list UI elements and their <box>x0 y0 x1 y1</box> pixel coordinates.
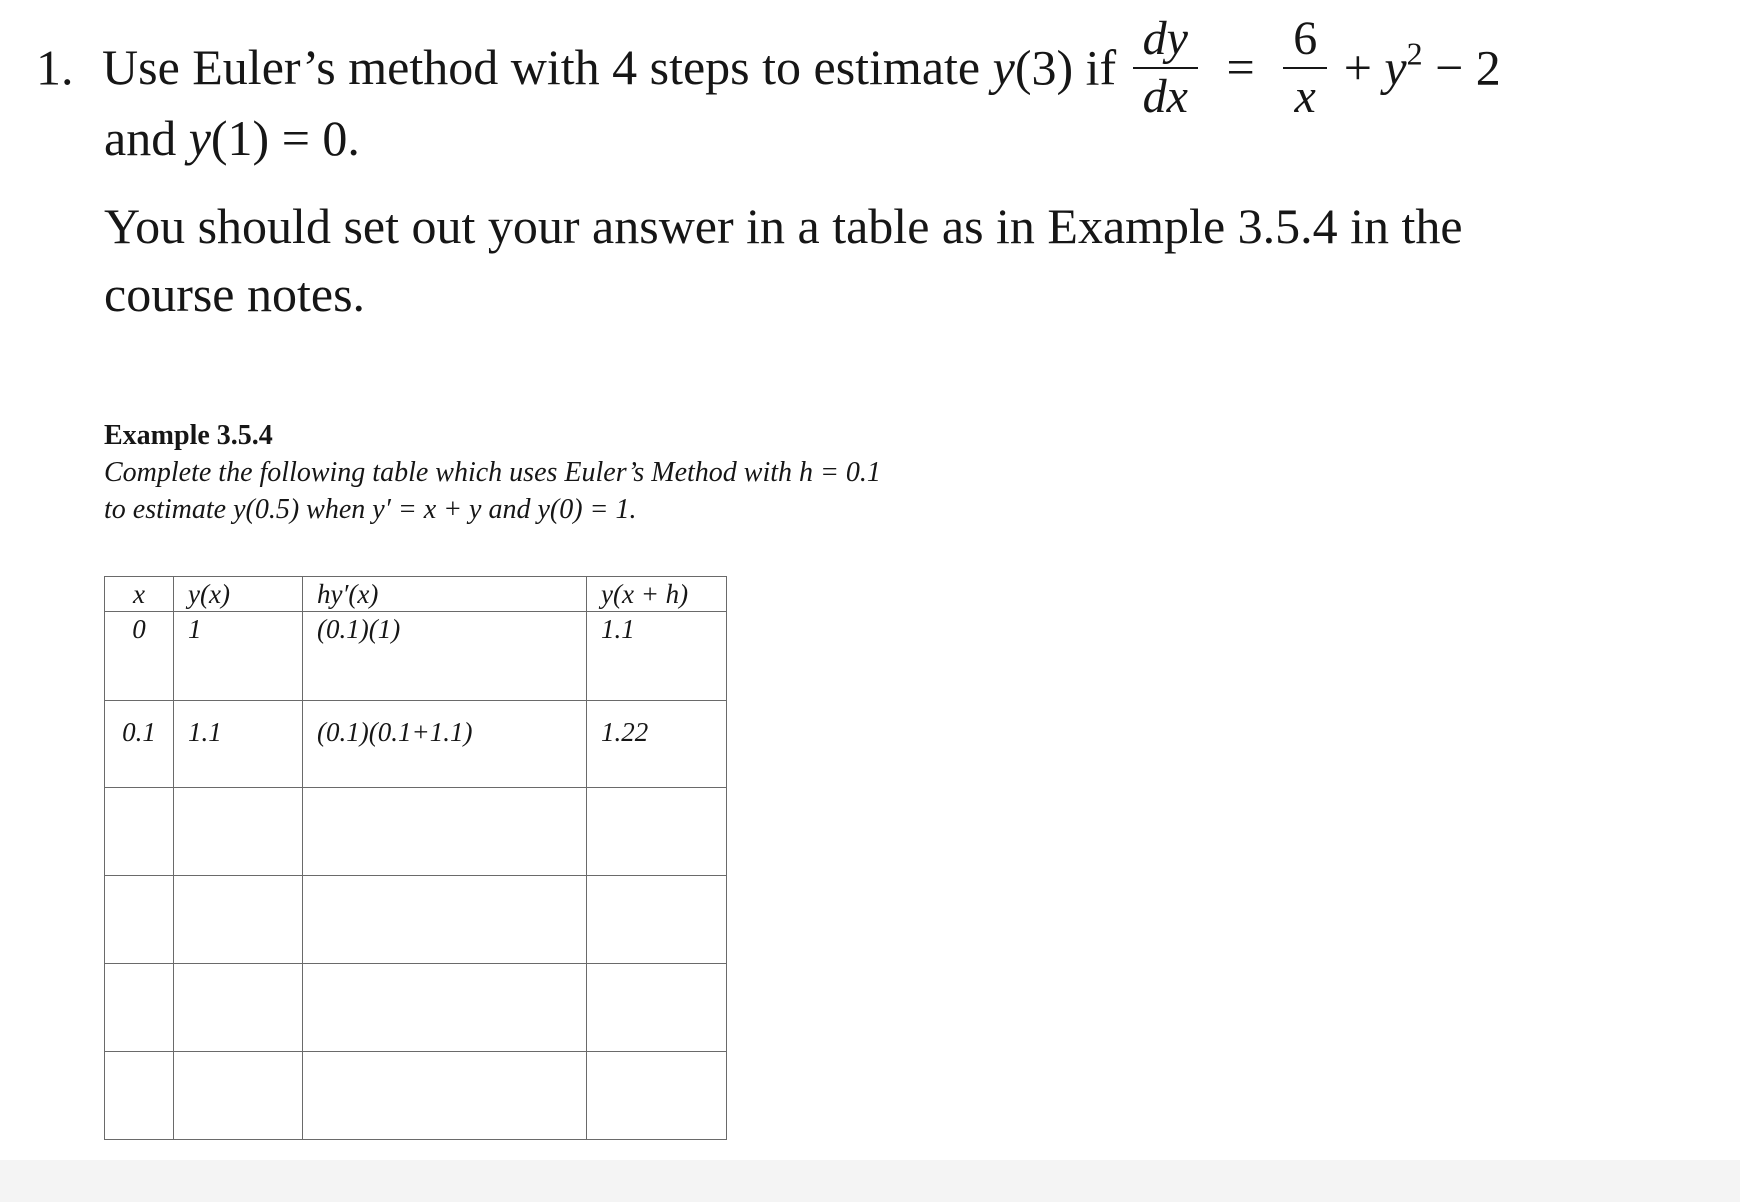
header-hy-prime: hy′(x) <box>303 577 587 612</box>
cell-y: 1.1 <box>174 701 303 788</box>
fraction-numerator: 6 <box>1283 11 1327 69</box>
empty-cell <box>105 876 174 964</box>
cell-y-next: 1.22 <box>587 701 727 788</box>
euler-table <box>104 576 727 1140</box>
empty-cell <box>105 788 174 876</box>
empty-cell <box>587 964 727 1052</box>
cell-y: 1 <box>174 612 303 701</box>
empty-cell <box>174 964 303 1052</box>
table-row-empty <box>105 964 727 1052</box>
question-line-4: course notes. <box>104 266 366 322</box>
example-line-2: to estimate y(0.5) when y′ = x + y and y(0) = 1. <box>104 494 637 525</box>
fraction-denominator: x <box>1294 70 1316 123</box>
equals-sign: = <box>1226 39 1255 96</box>
cell-hy-prime: (0.1)(0.1+1.1) <box>303 701 587 788</box>
page-bottom-band <box>0 1160 1740 1202</box>
question-and: and <box>104 110 189 166</box>
empty-cell <box>303 876 587 964</box>
example-title: Example 3.5.4 <box>104 420 273 451</box>
empty-cell <box>174 788 303 876</box>
table-row <box>105 612 727 701</box>
fraction-dy-dx <box>1133 11 1198 125</box>
table-row-empty <box>105 788 727 876</box>
empty-cell <box>303 1052 587 1140</box>
empty-cell <box>303 788 587 876</box>
question-number: 1. <box>36 39 74 96</box>
example-line-1: Complete the following table which uses Euler’s Method with h = 0.1 <box>104 457 881 488</box>
empty-cell <box>105 1052 174 1140</box>
empty-cell <box>587 788 727 876</box>
fraction-6-x <box>1283 11 1327 125</box>
table-row-empty <box>105 876 727 964</box>
question-line-2 <box>104 108 360 168</box>
cell-hy-prime: (0.1)(1) <box>303 612 587 701</box>
header-y: y(x) <box>174 577 303 612</box>
minus-two: − 2 <box>1435 39 1501 96</box>
cell-x: 0.1 <box>105 701 174 788</box>
math-y: y <box>992 39 1015 96</box>
header-y-next: y(x + h) <box>587 577 727 612</box>
plus-sign: + <box>1343 39 1372 96</box>
question-line-3: You should set out your answer in a table as in Example 3.5.4 in the <box>104 198 1463 254</box>
math-y: y <box>188 110 211 166</box>
cell-y-next: 1.1 <box>587 612 727 701</box>
empty-cell <box>174 1052 303 1140</box>
empty-cell <box>303 964 587 1052</box>
math-y: y <box>1384 39 1407 96</box>
question-text: Use Euler’s method with 4 steps to estimate <box>102 39 993 96</box>
table-row-empty <box>105 1052 727 1140</box>
header-x: x <box>105 577 174 612</box>
table-row <box>105 701 727 788</box>
question-if: if <box>1073 39 1129 96</box>
cell-x: 0 <box>105 612 174 701</box>
fraction-numerator: dy <box>1133 11 1198 69</box>
table-header-row <box>105 577 727 612</box>
empty-cell <box>587 1052 727 1140</box>
exponent: 2 <box>1406 35 1423 72</box>
empty-cell <box>174 876 303 964</box>
fraction-denominator: dx <box>1142 70 1188 123</box>
empty-cell <box>105 964 174 1052</box>
math-arg: (3) <box>1014 39 1074 96</box>
empty-cell <box>587 876 727 964</box>
initial-condition: (1) = 0. <box>210 110 360 166</box>
